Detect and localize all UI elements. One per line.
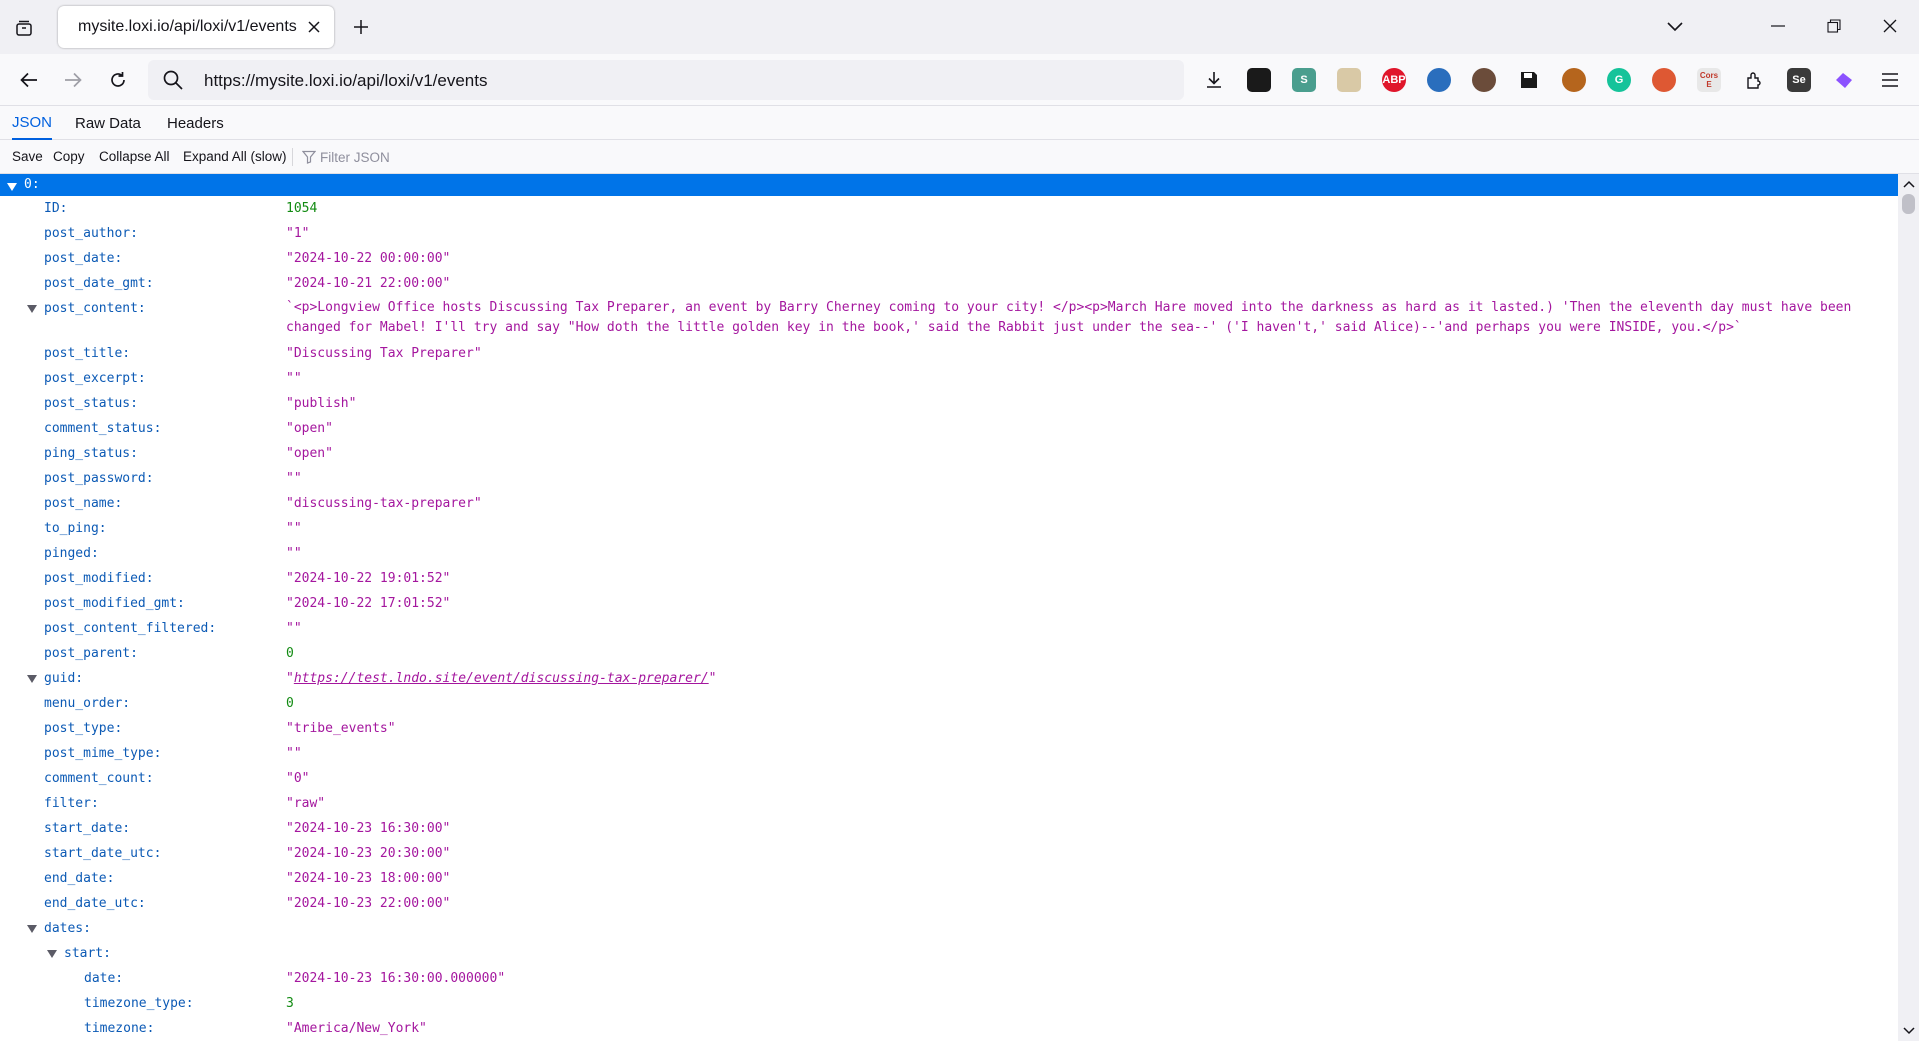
close-tab-icon[interactable] bbox=[304, 17, 324, 37]
tab-json[interactable]: JSON bbox=[12, 106, 52, 140]
selenium-icon[interactable]: Se bbox=[1785, 66, 1813, 94]
tab-active[interactable] bbox=[58, 6, 334, 48]
json-value: "2024-10-21 22:00:00" bbox=[286, 276, 451, 291]
json-key: post_status: bbox=[44, 396, 138, 411]
json-row[interactable] bbox=[0, 866, 1898, 891]
json-value: "2024-10-22 19:01:52" bbox=[286, 571, 451, 586]
json-row[interactable] bbox=[0, 816, 1898, 841]
grammarly-icon[interactable]: G bbox=[1605, 66, 1633, 94]
json-key: post_author: bbox=[44, 226, 138, 241]
collapse-all-button[interactable]: Collapse All bbox=[99, 149, 170, 164]
json-key: post_parent: bbox=[44, 646, 138, 661]
json-row[interactable] bbox=[0, 491, 1898, 516]
json-key: comment_count: bbox=[44, 771, 154, 786]
json-row[interactable] bbox=[0, 246, 1898, 271]
json-root-row[interactable] bbox=[0, 174, 1898, 196]
close-window-icon[interactable] bbox=[1862, 0, 1918, 52]
json-key: post_content_filtered: bbox=[44, 621, 217, 636]
json-value: `<p>Longview Office hosts Discussing Tax Preparer, an event by Barry Cherney coming to your city! </p><p>March Hare moved into the darkness as hard as it lasted.) 'Then the eleventh day must have been changed for Mabel! I'll try and say "How doth the little golden key in the book,' said the Rabbit just under the sea--' ('I haven't,' said Alice)--'and perhaps you were INSIDE, you.</p>` bbox=[286, 300, 1852, 335]
json-row[interactable] bbox=[0, 466, 1898, 491]
json-row[interactable] bbox=[0, 916, 1898, 941]
extensions-puzzle-icon[interactable] bbox=[1740, 66, 1768, 94]
expand-triangle-icon[interactable] bbox=[26, 916, 38, 941]
json-key: timezone: bbox=[84, 1021, 155, 1036]
json-value: "https://test.lndo.site/event/discussing-tax-preparer/" bbox=[286, 671, 717, 686]
json-value: "0" bbox=[286, 771, 310, 786]
json-row[interactable] bbox=[0, 196, 1898, 221]
json-key: post_name: bbox=[44, 496, 123, 511]
json-row[interactable] bbox=[0, 366, 1898, 391]
json-value: 0 bbox=[286, 646, 294, 661]
json-row[interactable] bbox=[0, 566, 1898, 591]
json-row[interactable] bbox=[0, 891, 1898, 916]
expand-all-button[interactable]: Expand All (slow) bbox=[183, 149, 287, 164]
json-row[interactable] bbox=[0, 766, 1898, 791]
copy-button[interactable]: Copy bbox=[53, 149, 85, 164]
json-key: post_title: bbox=[44, 346, 131, 361]
json-value: "" bbox=[286, 621, 302, 636]
json-value: "2024-10-23 22:00:00" bbox=[286, 896, 451, 911]
json-key: timezone_type: bbox=[84, 996, 194, 1011]
download-icon[interactable] bbox=[1200, 66, 1228, 94]
tab-headers[interactable]: Headers bbox=[167, 114, 224, 132]
json-tree bbox=[0, 174, 1898, 1041]
avatar-extension-icon[interactable] bbox=[1470, 66, 1498, 94]
back-arrow-icon[interactable] bbox=[12, 63, 46, 97]
json-value: "2024-10-23 16:30:00.000000" bbox=[286, 971, 506, 986]
json-key: post_date: bbox=[44, 251, 123, 266]
json-row[interactable] bbox=[0, 691, 1898, 716]
json-value: 0 bbox=[286, 696, 294, 711]
json-row[interactable] bbox=[0, 341, 1898, 366]
s-extension-icon[interactable]: S bbox=[1290, 66, 1318, 94]
cookie-icon[interactable] bbox=[1560, 66, 1588, 94]
vertical-scrollbar[interactable] bbox=[1898, 174, 1919, 1041]
json-value: "publish" bbox=[286, 396, 357, 411]
json-key: guid: bbox=[44, 671, 84, 686]
json-key: dates: bbox=[44, 921, 91, 936]
json-value: "2024-10-23 16:30:00" bbox=[286, 821, 451, 836]
chevron-down-icon[interactable] bbox=[1660, 12, 1690, 42]
cors-icon[interactable]: Cors E bbox=[1695, 66, 1723, 94]
json-value: 3 bbox=[286, 996, 294, 1011]
new-tab-icon[interactable] bbox=[346, 12, 376, 42]
json-value: "raw" bbox=[286, 796, 326, 811]
json-key: start_date_utc: bbox=[44, 846, 162, 861]
json-value: "Discussing Tax Preparer" bbox=[286, 346, 482, 361]
json-key: menu_order: bbox=[44, 696, 131, 711]
restore-icon[interactable] bbox=[1806, 0, 1862, 52]
json-key: date: bbox=[84, 971, 124, 986]
scroll-down-icon[interactable] bbox=[1901, 1023, 1916, 1038]
expand-triangle-icon[interactable] bbox=[26, 296, 38, 321]
save-floppy-icon[interactable] bbox=[1515, 66, 1543, 94]
json-value: "1" bbox=[286, 226, 310, 241]
json-value: "2024-10-23 20:30:00" bbox=[286, 846, 451, 861]
tab-title: mysite.loxi.io/api/loxi/v1/events bbox=[78, 18, 297, 35]
json-key: start_date: bbox=[44, 821, 131, 836]
json-row[interactable] bbox=[0, 741, 1898, 766]
json-value: "2024-10-22 17:01:52" bbox=[286, 596, 451, 611]
filter-json-input[interactable] bbox=[320, 147, 540, 167]
json-row[interactable] bbox=[0, 391, 1898, 416]
json-row[interactable] bbox=[0, 716, 1898, 741]
json-row[interactable] bbox=[0, 841, 1898, 866]
json-row[interactable] bbox=[0, 941, 1898, 966]
json-value: "tribe_events" bbox=[286, 721, 396, 736]
url-text[interactable]: https://mysite.loxi.io/api/loxi/v1/events bbox=[204, 71, 488, 90]
json-value: "" bbox=[286, 471, 302, 486]
navigation-bar bbox=[0, 54, 1919, 106]
privacy-lock-icon[interactable] bbox=[1425, 66, 1453, 94]
json-row[interactable] bbox=[0, 221, 1898, 246]
json-value: "" bbox=[286, 521, 302, 536]
json-row[interactable] bbox=[0, 991, 1898, 1016]
filter-icon bbox=[302, 150, 316, 164]
duckduckgo-icon[interactable] bbox=[1650, 66, 1678, 94]
json-key: filter: bbox=[44, 796, 99, 811]
json-row[interactable] bbox=[0, 666, 1898, 691]
json-viewer-tabs bbox=[0, 106, 1919, 140]
json-row[interactable] bbox=[0, 591, 1898, 616]
json-value: 1054 bbox=[286, 201, 318, 216]
json-key: to_ping: bbox=[44, 521, 107, 536]
json-value: "" bbox=[286, 371, 302, 386]
purple-extension-icon[interactable] bbox=[1830, 66, 1858, 94]
json-value: "America/New_York" bbox=[286, 1021, 427, 1036]
json-key: end_date: bbox=[44, 871, 115, 886]
json-row[interactable] bbox=[0, 416, 1898, 441]
menu-hamburger-icon[interactable] bbox=[1876, 66, 1904, 94]
json-row[interactable] bbox=[0, 616, 1898, 641]
list-all-tabs-icon[interactable] bbox=[8, 12, 40, 44]
json-value: "" bbox=[286, 546, 302, 561]
json-key: 0: bbox=[24, 177, 40, 192]
json-key: ID: bbox=[44, 201, 68, 216]
save-button[interactable]: Save bbox=[12, 149, 43, 164]
tab-strip bbox=[0, 0, 1919, 54]
json-key: comment_status: bbox=[44, 421, 162, 436]
json-value: "2024-10-23 18:00:00" bbox=[286, 871, 451, 886]
json-key: post_modified_gmt: bbox=[44, 596, 185, 611]
json-row[interactable] bbox=[0, 296, 1898, 341]
json-key: pinged: bbox=[44, 546, 99, 561]
json-key: post_content: bbox=[44, 301, 146, 316]
json-row[interactable] bbox=[0, 966, 1898, 991]
scrollbar-thumb[interactable] bbox=[1902, 194, 1915, 214]
expand-triangle-icon[interactable] bbox=[26, 666, 38, 691]
json-row[interactable] bbox=[0, 1016, 1898, 1041]
address-bar[interactable] bbox=[148, 60, 1184, 100]
guid-link[interactable]: https://test.lndo.site/event/discussing-tax-preparer/ bbox=[293, 671, 709, 686]
json-key: post_type: bbox=[44, 721, 123, 736]
json-key: ping_status: bbox=[44, 446, 138, 461]
reload-icon[interactable] bbox=[101, 63, 135, 97]
json-key: post_modified: bbox=[44, 571, 154, 586]
feather-icon[interactable] bbox=[1335, 66, 1363, 94]
json-row[interactable] bbox=[0, 516, 1898, 541]
forward-arrow-icon[interactable] bbox=[56, 63, 90, 97]
json-key: start: bbox=[64, 946, 111, 961]
json-row[interactable] bbox=[0, 541, 1898, 566]
json-key: post_mime_type: bbox=[44, 746, 162, 761]
minimize-icon[interactable] bbox=[1750, 0, 1806, 52]
json-key: post_excerpt: bbox=[44, 371, 146, 386]
scroll-up-icon[interactable] bbox=[1901, 176, 1916, 191]
json-key: post_date_gmt: bbox=[44, 276, 154, 291]
json-value: "" bbox=[286, 746, 302, 761]
search-icon bbox=[162, 69, 184, 91]
tampermonkey-icon[interactable] bbox=[1245, 66, 1273, 94]
json-row[interactable] bbox=[0, 271, 1898, 296]
adblock-plus-icon[interactable]: ABP bbox=[1380, 66, 1408, 94]
json-value: "2024-10-22 00:00:00" bbox=[286, 251, 451, 266]
json-row[interactable] bbox=[0, 641, 1898, 666]
json-value: "open" bbox=[286, 421, 333, 436]
json-row[interactable] bbox=[0, 791, 1898, 816]
expand-triangle-icon[interactable] bbox=[46, 941, 58, 966]
json-key: end_date_utc: bbox=[44, 896, 146, 911]
json-toolbar bbox=[0, 140, 1919, 174]
json-row[interactable] bbox=[0, 441, 1898, 466]
json-value: "discussing-tax-preparer" bbox=[286, 496, 482, 511]
tab-raw-data[interactable]: Raw Data bbox=[75, 114, 141, 132]
json-value: "open" bbox=[286, 446, 333, 461]
toolbar-divider bbox=[292, 148, 293, 166]
json-key: post_password: bbox=[44, 471, 154, 486]
